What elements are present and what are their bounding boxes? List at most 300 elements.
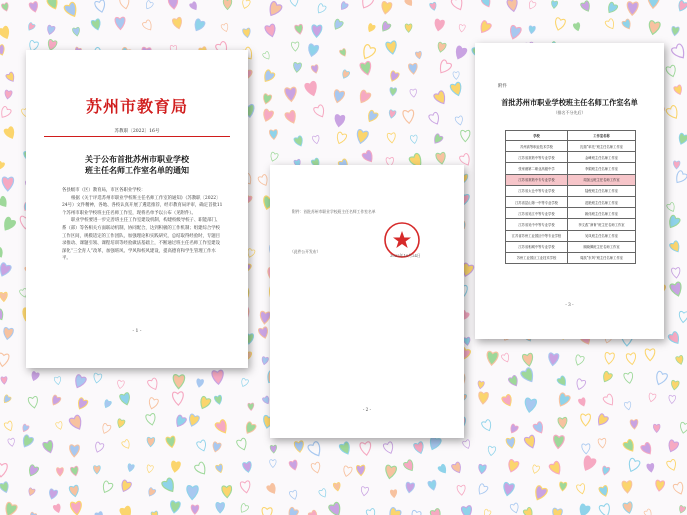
- heart-icon: [506, 437, 516, 449]
- heart-icon: [339, 441, 353, 456]
- heart-icon: [481, 419, 493, 432]
- cell-school: 江苏省常熟中专专业学校: [506, 174, 568, 185]
- heart-icon: [403, 110, 415, 124]
- heart-icon: [264, 24, 277, 38]
- heart-icon: [553, 17, 565, 31]
- heart-icon: [312, 25, 322, 38]
- heart-icon: [0, 196, 9, 209]
- heart-icon: [524, 398, 537, 413]
- heart-icon: [70, 466, 79, 477]
- heart-icon: [116, 418, 125, 428]
- heart-icon: [478, 20, 492, 35]
- heart-icon: [1, 217, 16, 233]
- heart-icon: [172, 392, 183, 406]
- heart-icon: [94, 511, 104, 515]
- document-number: 苏教职〔2022〕16号: [114, 129, 160, 134]
- studio-list-table: [505, 130, 636, 264]
- heart-icon: [581, 455, 597, 472]
- heart-icon: [645, 349, 655, 361]
- heart-icon: [4, 90, 12, 100]
- heart-icon: [427, 436, 441, 452]
- heart-icon: [556, 375, 568, 387]
- heart-icon: [216, 502, 225, 513]
- heart-icon: [577, 503, 590, 515]
- heart-icon: [293, 135, 304, 147]
- heart-icon: [451, 0, 466, 12]
- heart-icon: [119, 392, 132, 406]
- heart-icon: [28, 396, 39, 409]
- body-paragraph: 根据《关于评选苏州市职业学校班主任名师工作室的通知》（苏教职〔2022〕24号）文件精神，各地、各校认真开展了遴选推荐，经市教育局评审，确定首批11个苏州市职业学校班主任名师工作室，现将名单予以公布（见附件）。: [62, 195, 223, 216]
- heart-icon: [103, 399, 112, 409]
- heart-icon: [532, 421, 545, 435]
- heart-icon: [481, 0, 493, 9]
- heart-icon: [644, 509, 654, 515]
- page-number: - 2 -: [362, 407, 372, 412]
- heart-icon: [63, 2, 79, 19]
- heart-icon: [408, 63, 418, 74]
- cell-school: 江苏省吴中中等专业学校: [506, 219, 568, 230]
- list-title: 首批苏州市职业学校班主任名师工作室名单: [501, 98, 638, 107]
- heart-icon: [187, 486, 199, 500]
- heart-icon: [627, 2, 639, 16]
- heart-icon: [366, 23, 375, 33]
- heart-icon: [258, 326, 270, 339]
- heart-icon: [1, 2, 10, 12]
- cell-school: 张家港第二职业高级中学: [506, 163, 568, 174]
- heart-icon: [196, 440, 208, 453]
- heart-icon: [461, 130, 470, 141]
- heart-icon: [605, 18, 617, 30]
- heart-icon: [531, 465, 540, 475]
- heart-icon: [671, 43, 687, 61]
- heart-icon: [403, 459, 416, 473]
- heart-icon: [677, 133, 687, 146]
- heart-icon: [341, 69, 351, 79]
- heart-icon: [332, 89, 345, 103]
- heart-icon: [56, 468, 63, 477]
- heart-icon: [669, 282, 683, 298]
- heart-icon: [626, 353, 637, 366]
- heart-icon: [240, 378, 249, 388]
- heart-icon: [366, 508, 377, 515]
- heart-icon: [598, 438, 607, 448]
- heart-icon: [360, 44, 376, 61]
- heart-icon: [4, 421, 15, 433]
- heart-icon: [675, 355, 684, 365]
- heart-icon: [666, 202, 676, 213]
- table-row: [506, 196, 636, 207]
- heart-icon: [668, 331, 682, 346]
- heart-icon: [289, 490, 298, 501]
- heart-icon: [578, 397, 587, 407]
- heart-icon: [580, 0, 592, 13]
- heart-icon: [457, 485, 466, 496]
- heart-icon: [315, 3, 326, 15]
- cell-school: 江苏省相城中等专业学校: [506, 241, 568, 252]
- heart-icon: [147, 437, 155, 447]
- heart-icon: [548, 353, 560, 366]
- cell-studio: 顾晓佩班主任名师工作室: [568, 241, 636, 252]
- heart-icon: [21, 424, 30, 433]
- heart-icon: [289, 460, 299, 471]
- heart-icon: [26, 22, 35, 32]
- heart-icon: [356, 465, 365, 476]
- heart-icon: [2, 177, 14, 191]
- heart-icon: [522, 353, 534, 367]
- table-row: [506, 185, 636, 196]
- heart-icon: [556, 392, 571, 408]
- heart-icon: [433, 90, 448, 106]
- heart-icon: [147, 397, 159, 410]
- heart-icon: [640, 442, 654, 457]
- heart-icon: [318, 488, 328, 498]
- heart-icon: [357, 89, 372, 105]
- heart-icon: [355, 129, 369, 145]
- table-row: [506, 163, 636, 174]
- heart-icon: [507, 0, 519, 12]
- heart-icon: [520, 367, 537, 384]
- heart-icon: [528, 25, 536, 34]
- heart-icon: [478, 464, 487, 474]
- heart-icon: [573, 22, 581, 31]
- heart-icon: [673, 482, 686, 496]
- heart-icon: [575, 378, 586, 390]
- heart-icon: [384, 465, 397, 480]
- public-release-note: （此件公开发布）: [290, 249, 321, 254]
- heart-icon: [189, 1, 199, 11]
- heart-icon: [259, 311, 270, 324]
- heart-icon: [339, 48, 348, 57]
- heart-icon: [463, 337, 471, 346]
- heart-icon: [532, 485, 548, 502]
- heart-icon: [453, 45, 467, 60]
- notice-title-line-1: 关于公布首批苏州市职业学校: [85, 154, 189, 164]
- cell-studio: 金峰班主任名师工作室: [568, 152, 636, 163]
- heart-icon: [117, 380, 125, 389]
- heart-icon: [174, 414, 188, 428]
- heart-icon: [54, 376, 62, 385]
- heart-icon: [415, 51, 423, 60]
- heart-icon: [558, 417, 568, 429]
- heart-icon: [42, 440, 55, 454]
- heart-icon: [70, 501, 82, 515]
- attachment-caption: 附件：首批苏州市职业学校班主任名师工作室名单: [292, 209, 376, 214]
- table-row: [506, 219, 636, 230]
- heart-icon: [450, 82, 464, 97]
- heart-icon: [339, 1, 349, 11]
- heart-icon: [462, 439, 471, 449]
- heart-icon: [389, 87, 397, 96]
- heart-icon: [655, 480, 665, 492]
- heart-icon: [0, 247, 5, 259]
- heart-icon: [72, 27, 80, 37]
- heart-icon: [501, 394, 514, 408]
- heart-icon: [69, 485, 80, 497]
- heart-icon: [622, 481, 633, 494]
- heart-icon: [361, 150, 375, 165]
- heart-icon: [119, 506, 133, 515]
- heart-icon: [0, 353, 9, 367]
- heart-icon: [360, 486, 368, 496]
- heart-icon: [673, 161, 680, 169]
- heart-icon: [145, 413, 156, 426]
- heart-icon: [668, 395, 675, 404]
- heart-icon: [119, 0, 130, 10]
- heart-icon: [258, 174, 270, 187]
- heart-icon: [144, 0, 154, 10]
- heart-icon: [434, 19, 445, 32]
- heart-icon: [172, 17, 183, 30]
- heart-icon: [214, 419, 230, 435]
- heart-icon: [5, 72, 16, 84]
- heart-icon: [410, 89, 417, 98]
- cell-studio: 陆俊班主任名师工作室: [568, 185, 636, 196]
- heart-icon: [359, 61, 373, 76]
- heart-icon: [308, 510, 320, 515]
- heart-icon: [1, 376, 8, 384]
- heart-icon: [476, 483, 488, 496]
- heart-icon: [30, 371, 40, 382]
- heart-icon: [388, 109, 396, 119]
- heart-icon: [671, 267, 680, 278]
- red-divider: [44, 136, 230, 137]
- heart-icon: [269, 129, 278, 139]
- heart-icon: [236, 438, 248, 452]
- heart-icon: [214, 395, 223, 405]
- heart-icon: [0, 106, 12, 120]
- heart-icon: [430, 508, 443, 515]
- cell-school: 苏州高等职业技术学校: [506, 141, 568, 152]
- heart-icon: [242, 28, 251, 38]
- heart-icon: [55, 421, 63, 430]
- body-paragraph: 职业学校要进一步完善班主任工作室建设机制，构建校级导校子、职能部门、系（部）等各相关方面联动机制，协同配合，达到积极的工作机制；组建综合学校工作区间，规模适定的工作团队，加强理论和实践研究，总结取得经验时，专题目录推动、课题引领、课程培训等经验做法基础上，不断通过班主任名师工作室建设深化“三全育人”改革，加强班风、学风和校风建设，提高德育和学生管理工作水平。: [62, 218, 221, 262]
- cell-studio: 吴凤班主任名师工作室: [568, 230, 636, 241]
- heart-icon: [101, 423, 112, 435]
- heart-icon: [240, 481, 251, 494]
- heart-icon: [266, 1, 283, 19]
- heart-icon: [510, 503, 520, 514]
- heart-icon: [508, 375, 520, 388]
- heart-icon: [294, 24, 304, 35]
- heart-icon: [239, 503, 250, 514]
- table-row: [506, 152, 636, 163]
- heart-icon: [621, 19, 632, 31]
- heart-icon: [671, 26, 680, 36]
- heart-icon: [46, 25, 56, 36]
- heart-icon: [146, 465, 154, 474]
- heart-icon: [429, 2, 437, 11]
- heart-icon: [404, 0, 414, 7]
- heart-icon: [0, 161, 5, 170]
- heart-icon: [93, 373, 102, 384]
- heart-icon: [284, 110, 298, 125]
- heart-icon: [679, 311, 687, 323]
- heart-icon: [262, 507, 273, 515]
- heart-icon: [261, 356, 269, 365]
- heart-icon: [380, 21, 392, 33]
- heart-icon: [428, 480, 438, 491]
- heart-icon: [94, 0, 106, 13]
- heart-icon: [0, 26, 11, 41]
- heart-icon: [624, 401, 632, 410]
- heart-icon: [360, 442, 372, 456]
- heart-icon: [679, 422, 687, 434]
- heart-icon: [50, 394, 62, 406]
- heart-icon: [653, 424, 660, 432]
- heart-icon: [93, 442, 104, 454]
- heart-icon: [262, 51, 271, 61]
- cell-school: 江苏省苏州工业园区中等专业学校: [506, 230, 568, 241]
- heart-icon: [413, 441, 425, 455]
- heart-icon: [72, 374, 86, 390]
- heart-icon: [170, 461, 180, 473]
- heart-icon: [647, 20, 660, 35]
- heart-icon: [91, 18, 102, 31]
- heart-icon: [623, 372, 633, 384]
- heart-icon: [243, 421, 256, 435]
- notice-page-3: [475, 43, 664, 339]
- heart-icon: [598, 485, 609, 498]
- heart-icon: [501, 353, 511, 364]
- heart-icon: [187, 414, 200, 428]
- heart-icon: [523, 507, 535, 515]
- heart-icon: [335, 132, 347, 146]
- heart-icon: [552, 508, 563, 515]
- page-number: - 3 -: [565, 302, 574, 307]
- heart-icon: [630, 419, 638, 429]
- heart-icon: [673, 85, 683, 96]
- heart-icon: [599, 503, 612, 515]
- attachment-label: 附件: [498, 84, 507, 89]
- heart-icon: [8, 438, 16, 447]
- heart-icon: [342, 466, 352, 478]
- masthead-title: 苏州市教育局: [85, 97, 188, 116]
- heart-icon: [453, 72, 459, 80]
- heart-icon: [486, 351, 498, 366]
- heart-icon: [388, 70, 399, 82]
- heart-icon: [248, 403, 254, 411]
- heart-icon: [119, 479, 132, 493]
- notice-page-1: [26, 50, 248, 368]
- heart-icon: [76, 397, 89, 411]
- heart-icon: [365, 110, 378, 124]
- heart-icon: [121, 439, 131, 450]
- list-subtitle: （排名不分先后）: [553, 110, 586, 115]
- heart-icon: [432, 133, 444, 145]
- heart-icon: [127, 463, 135, 472]
- heart-icon: [290, 0, 299, 7]
- heart-icon: [0, 292, 8, 302]
- cell-studio: 李文彪“润育”班主任名师工作室: [568, 219, 636, 230]
- heart-icon: [286, 507, 299, 515]
- heart-icon: [553, 435, 565, 449]
- heart-icon: [69, 445, 79, 457]
- heart-icon: [328, 502, 343, 515]
- heart-icon: [312, 135, 320, 144]
- heart-icon: [604, 352, 614, 364]
- heart-icon: [192, 18, 206, 33]
- heart-icon: [261, 109, 274, 123]
- heart-icon: [27, 464, 40, 478]
- heart-icon: [666, 215, 681, 230]
- heart-icon: [410, 510, 421, 515]
- heart-icon: [0, 463, 7, 477]
- heart-icon: [461, 505, 473, 515]
- heart-icon: [93, 466, 100, 474]
- heart-icon: [665, 105, 680, 121]
- heart-icon: [428, 112, 441, 126]
- heart-icon: [221, 23, 230, 33]
- heart-icon: [623, 501, 634, 514]
- heart-icon: [410, 135, 418, 144]
- table-row: [506, 141, 636, 152]
- heart-icon: [191, 505, 199, 515]
- heart-icon: [451, 461, 463, 474]
- heart-icon: [311, 462, 322, 474]
- heart-icon: [270, 445, 277, 453]
- heart-icon: [601, 466, 610, 476]
- heart-icon: [29, 1, 40, 13]
- notice-title-line-2: 班主任名师工作室名单的通知: [85, 165, 189, 175]
- heart-icon: [2, 394, 12, 404]
- heart-icon: [626, 458, 640, 474]
- heart-icon: [654, 371, 668, 387]
- heart-icon: [603, 393, 616, 407]
- heart-icon: [151, 511, 159, 515]
- heart-icon: [211, 441, 221, 452]
- heart-icon: [383, 441, 395, 455]
- heart-icon: [334, 114, 345, 127]
- table-row: [506, 230, 636, 241]
- heart-icon: [304, 81, 319, 97]
- heart-icon: [548, 461, 563, 477]
- heart-icon: [20, 434, 34, 449]
- heart-icon: [666, 65, 678, 78]
- heart-icon: [223, 0, 231, 10]
- heart-icon: [551, 0, 558, 8]
- heart-icon: [527, 0, 536, 10]
- heart-icon: [222, 486, 232, 498]
- heart-icon: [291, 42, 299, 51]
- heart-icon: [285, 87, 297, 102]
- heart-icon: [173, 375, 185, 389]
- heart-icon: [455, 116, 464, 126]
- heart-icon: [169, 501, 180, 514]
- heart-icon: [666, 459, 678, 472]
- heart-icon: [582, 444, 590, 454]
- heart-icon: [0, 308, 6, 321]
- heart-icon: [478, 392, 488, 404]
- cell-studio: 周凯“东风”班主任名师工作室: [568, 252, 636, 263]
- heart-icon: [508, 424, 518, 435]
- heart-icon: [385, 41, 398, 55]
- heart-icon: [46, 0, 60, 11]
- cell-studio: 姚伟班主任名师工作室: [568, 208, 636, 219]
- heart-icon: [100, 480, 113, 494]
- heart-icon: [508, 25, 522, 41]
- heart-icon: [669, 240, 682, 254]
- cell-school: 江苏省吴江中等专业学校: [506, 208, 568, 219]
- table-row: [506, 252, 636, 263]
- heart-icon: [502, 482, 515, 497]
- heart-icon: [0, 44, 6, 56]
- heart-icon: [307, 441, 323, 458]
- heart-icon: [576, 483, 586, 494]
- heart-icon: [666, 439, 679, 453]
- issue-date: 2022年10月24日: [390, 253, 421, 258]
- heart-icon: [506, 459, 519, 474]
- heart-icon: [166, 436, 177, 449]
